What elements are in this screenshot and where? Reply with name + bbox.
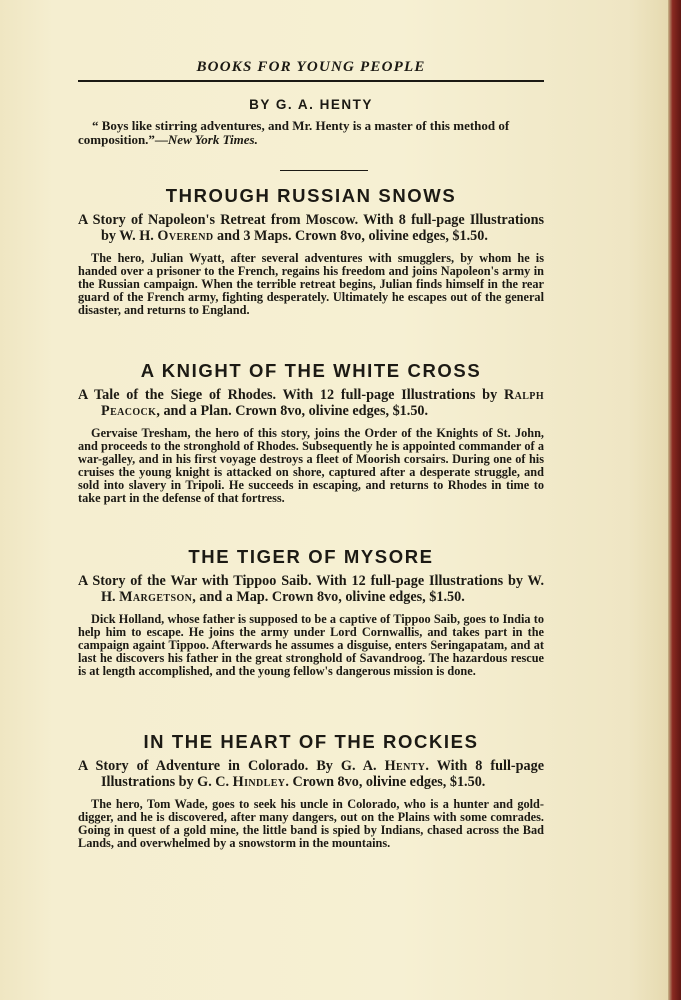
press-quote: [78, 119, 544, 146]
book-summary: The hero, Julian Wyatt, after several adventures with smugglers, by whom he is handed over a prisoner to the French, regains his freedom and joins Napoleon's army in the Russian campaign. When the terrible retreat begins, Julian finds himself in the rear guard of the French army, fighting desperately. Ultimately he escapes out of the general disaster, and returns to England.: [78, 251, 544, 317]
illustrator-name: Margetson: [119, 588, 193, 605]
book-title: A KNIGHT OF THE WHITE CROSS: [140, 360, 482, 381]
section-divider: [280, 170, 368, 171]
book-description: [78, 759, 544, 790]
book-title: THROUGH RUSSIAN SNOWS: [165, 185, 457, 206]
book-entry-knight-of-the-white-cross: [78, 360, 544, 505]
desc-text: A Story of Adventure in Colorado. By G. A.: [78, 758, 385, 774]
book-title: THE TIGER OF MYSORE: [188, 546, 434, 567]
illustrator-name: Hindley: [232, 773, 286, 790]
desc-text: A Story of the War with Tippoo Saib. With 12 full-page Illustrations by W. H.: [78, 573, 544, 605]
book-entry-in-the-heart-of-the-rockies: [78, 731, 544, 850]
book-title: IN THE HEART OF THE ROCKIES: [143, 731, 479, 752]
book-description: [78, 213, 544, 244]
desc-text: and 3 Maps. Crown 8vo, olivine edges, $1.50.: [213, 227, 488, 244]
book-description: [78, 388, 544, 419]
author-heading: BY G. A. HENTY: [249, 97, 373, 112]
illustrator-name: Overend: [157, 227, 214, 244]
illustrator-name: Ralph Peacock: [101, 387, 544, 419]
book-summary: The hero, Tom Wade, goes to seek his uncle in Colorado, who is a hunter and gold-digger, and he is discovered, after many dangers, out on the Plains with some comrades. Going in quest of a gold mine, the little band is spied by Indians, chased across the Bad Lands, and overwhelmed by a snowstorm in the mountains.: [78, 797, 544, 850]
book-summary: Gervaise Tresham, the hero of this story, joins the Order of the Knights of St. John, and proceeds to the stronghold of Rhodes. Subsequently he is appointed commander of a war-galley, and in his first voyage destroys a fleet of Moorish corsairs. During one of his cruises the young knight is attacked on shore, captured after a desperate struggle, and sold into slavery in Tripoli. He succeeds in escaping, and returns to Rhodes in time to take part in the defense of that fortress.: [78, 426, 544, 505]
book-entry-through-russian-snows: [78, 185, 544, 317]
desc-text: . Crown 8vo, olivine edges, $1.50.: [285, 773, 486, 790]
desc-text: , and a Plan. Crown 8vo, olivine edges, $1.50.: [156, 402, 429, 419]
book-spine-edge: [668, 0, 681, 1000]
book-summary: Dick Holland, whose father is supposed to be a captive of Tippoo Saib, goes to India to help him to escape. He joins the army under Lord Cornwallis, and takes part in the campaign againt Tippoo. Afterwards he assumes a disguise, enters Seringapatam, and at last he discovers his father in the great stronghold of Savandroog. The hazardous rescue is at length accomplished, and the young fellow's dangerous mission is done.: [78, 612, 544, 678]
book-description: [78, 574, 544, 605]
quote-source: New York Times.: [167, 131, 258, 147]
desc-text: . With 8 full-page Illustrations by G. C.: [101, 758, 544, 790]
book-entry-tiger-of-mysore: [78, 546, 544, 678]
desc-text: A Tale of the Siege of Rhodes. With 12 full-page Illustrations by: [78, 387, 504, 403]
running-head: BOOKS FOR YOUNG PEOPLE: [196, 59, 426, 75]
header-rule: [78, 80, 544, 82]
author-name: Henty: [384, 758, 426, 774]
desc-text: , and a Map. Crown 8vo, olivine edges, $1.50.: [192, 588, 465, 605]
desc-text: A Story of Napoleon's Retreat from Moscow. With 8 full-page Illustrations by W. H.: [78, 212, 544, 244]
quote-text: “ Boys like stirring adventures, and Mr. Henty is a master of this method of composition.”—: [78, 118, 510, 147]
